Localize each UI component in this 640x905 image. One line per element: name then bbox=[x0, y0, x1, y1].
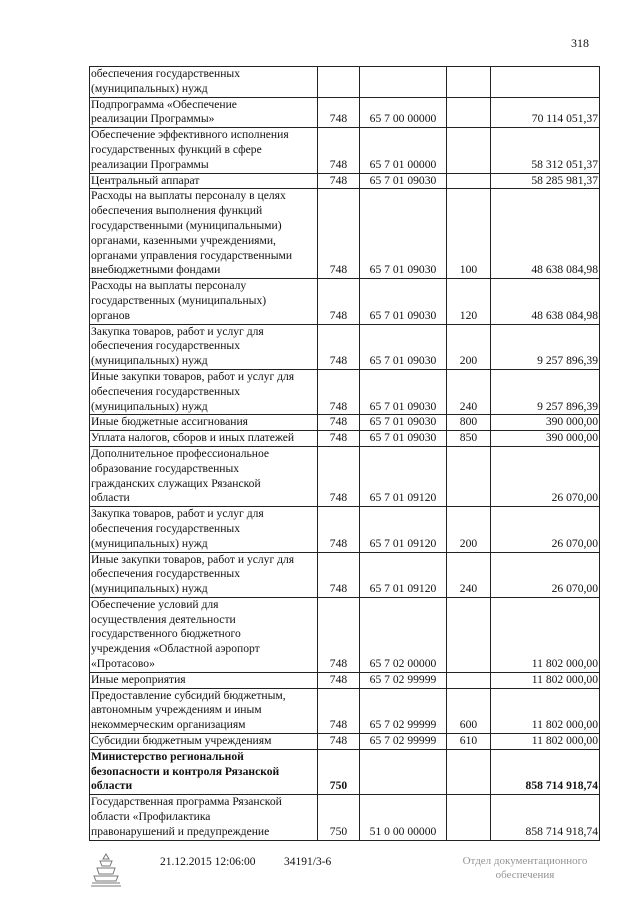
row-name-cell: Иные мероприятия bbox=[90, 672, 318, 688]
table-row bbox=[90, 552, 600, 597]
row-csr-cell: 65 7 01 09030 bbox=[360, 431, 447, 447]
table-row bbox=[90, 369, 600, 414]
row-sum-cell: 11 802 000,00 bbox=[491, 734, 600, 750]
row-grbs-cell: 750 bbox=[318, 749, 360, 794]
row-vr-cell: 800 bbox=[447, 415, 491, 431]
row-sum-cell: 26 070,00 bbox=[491, 446, 600, 506]
table-row bbox=[90, 431, 600, 447]
table-row bbox=[90, 795, 600, 840]
row-grbs-cell: 748 bbox=[318, 128, 360, 173]
row-csr-cell bbox=[360, 67, 447, 98]
row-grbs-cell: 748 bbox=[318, 173, 360, 189]
row-sum-cell: 11 802 000,00 bbox=[491, 688, 600, 733]
row-name-cell: Закупка товаров, работ и услуг для обеспечения государственных (муниципальных) нужд bbox=[90, 507, 318, 552]
row-csr-cell: 65 7 02 99999 bbox=[360, 688, 447, 733]
row-vr-cell bbox=[447, 795, 491, 840]
footer-datetime: 21.12.2015 12:06:00 bbox=[160, 856, 256, 868]
row-name-cell: Министерство региональной безопасности и контроля Рязанской области bbox=[90, 749, 318, 794]
row-name-cell: Предоставление субсидий бюджетным, автономным учреждениям и иным некоммерческим организациям bbox=[90, 688, 318, 733]
table-row bbox=[90, 734, 600, 750]
department-stamp: Отдел документационного обеспечения bbox=[462, 855, 588, 881]
row-name-cell: Расходы на выплаты персоналу государственных (муниципальных) органов bbox=[90, 279, 318, 324]
row-vr-cell bbox=[447, 446, 491, 506]
row-name-cell: обеспечения государственных (муниципальных) нужд bbox=[90, 67, 318, 98]
row-vr-cell bbox=[447, 672, 491, 688]
row-sum-cell: 390 000,00 bbox=[491, 415, 600, 431]
row-sum-cell: 58 312 051,37 bbox=[491, 128, 600, 173]
emblem-logo-icon bbox=[86, 850, 126, 890]
row-name-cell: Иные бюджетные ассигнования bbox=[90, 415, 318, 431]
row-grbs-cell bbox=[318, 67, 360, 98]
row-grbs-cell: 748 bbox=[318, 369, 360, 414]
table-row bbox=[90, 97, 600, 128]
budget-table bbox=[89, 66, 600, 841]
row-name-cell: Иные закупки товаров, работ и услуг для обеспечения государственных (муниципальных) нужд bbox=[90, 552, 318, 597]
page-number: 318 bbox=[571, 36, 589, 50]
row-grbs-cell: 748 bbox=[318, 734, 360, 750]
row-grbs-cell: 748 bbox=[318, 415, 360, 431]
row-csr-cell: 65 7 02 99999 bbox=[360, 672, 447, 688]
row-name-cell: Обеспечение эффективного исполнения государственных функций в сфере реализации Программы bbox=[90, 128, 318, 173]
row-name-cell: Подпрограмма «Обеспечение реализации Программы» bbox=[90, 97, 318, 128]
row-sum-cell: 70 114 051,37 bbox=[491, 97, 600, 128]
row-vr-cell: 100 bbox=[447, 189, 491, 279]
row-csr-cell: 65 7 02 99999 bbox=[360, 734, 447, 750]
table-row bbox=[90, 446, 600, 506]
row-sum-cell: 26 070,00 bbox=[491, 507, 600, 552]
row-csr-cell: 65 7 01 09030 bbox=[360, 369, 447, 414]
row-vr-cell bbox=[447, 749, 491, 794]
row-csr-cell: 65 7 01 09030 bbox=[360, 189, 447, 279]
budget-table-body bbox=[90, 67, 600, 841]
row-grbs-cell: 748 bbox=[318, 507, 360, 552]
table-row bbox=[90, 672, 600, 688]
row-csr-cell: 65 7 01 09030 bbox=[360, 279, 447, 324]
table-row bbox=[90, 597, 600, 672]
row-sum-cell: 11 802 000,00 bbox=[491, 672, 600, 688]
table-row bbox=[90, 324, 600, 369]
table-row bbox=[90, 279, 600, 324]
row-csr-cell: 65 7 01 09120 bbox=[360, 446, 447, 506]
row-grbs-cell: 748 bbox=[318, 552, 360, 597]
row-vr-cell bbox=[447, 97, 491, 128]
row-csr-cell: 65 7 01 09120 bbox=[360, 507, 447, 552]
row-sum-cell: 26 070,00 bbox=[491, 552, 600, 597]
row-grbs-cell: 750 bbox=[318, 795, 360, 840]
row-vr-cell: 240 bbox=[447, 369, 491, 414]
row-csr-cell: 65 7 01 09030 bbox=[360, 324, 447, 369]
row-vr-cell: 850 bbox=[447, 431, 491, 447]
row-csr-cell: 65 7 01 09030 bbox=[360, 173, 447, 189]
table-row bbox=[90, 688, 600, 733]
row-csr-cell: 65 7 01 09030 bbox=[360, 415, 447, 431]
page-footer bbox=[0, 856, 640, 896]
row-vr-cell: 200 bbox=[447, 324, 491, 369]
row-vr-cell: 200 bbox=[447, 507, 491, 552]
row-name-cell: Государственная программа Рязанской области «Профилактика правонарушений и предупреждение bbox=[90, 795, 318, 840]
row-grbs-cell: 748 bbox=[318, 189, 360, 279]
row-vr-cell bbox=[447, 597, 491, 672]
row-grbs-cell: 748 bbox=[318, 324, 360, 369]
row-vr-cell: 600 bbox=[447, 688, 491, 733]
row-vr-cell: 240 bbox=[447, 552, 491, 597]
row-name-cell: Субсидии бюджетным учреждениям bbox=[90, 734, 318, 750]
table-row bbox=[90, 173, 600, 189]
row-sum-cell: 9 257 896,39 bbox=[491, 369, 600, 414]
row-sum-cell: 58 285 981,37 bbox=[491, 173, 600, 189]
row-sum-cell: 9 257 896,39 bbox=[491, 324, 600, 369]
row-vr-cell bbox=[447, 67, 491, 98]
row-name-cell: Уплата налогов, сборов и иных платежей bbox=[90, 431, 318, 447]
row-csr-cell: 65 7 02 00000 bbox=[360, 597, 447, 672]
row-sum-cell: 48 638 084,98 bbox=[491, 189, 600, 279]
row-grbs-cell: 748 bbox=[318, 597, 360, 672]
row-sum-cell: 858 714 918,74 bbox=[491, 749, 600, 794]
table-row bbox=[90, 749, 600, 794]
row-grbs-cell: 748 bbox=[318, 688, 360, 733]
table-row bbox=[90, 67, 600, 98]
row-grbs-cell: 748 bbox=[318, 279, 360, 324]
row-csr-cell bbox=[360, 749, 447, 794]
row-name-cell: Обеспечение условий для осуществления деятельности государственного бюджетного учреждения «Областной аэропорт «Протасово» bbox=[90, 597, 318, 672]
table-row bbox=[90, 128, 600, 173]
table-row bbox=[90, 507, 600, 552]
row-csr-cell: 65 7 01 00000 bbox=[360, 128, 447, 173]
row-vr-cell bbox=[447, 128, 491, 173]
row-sum-cell bbox=[491, 67, 600, 98]
table-row bbox=[90, 189, 600, 279]
row-csr-cell: 51 0 00 00000 bbox=[360, 795, 447, 840]
row-sum-cell: 11 802 000,00 bbox=[491, 597, 600, 672]
row-name-cell: Иные закупки товаров, работ и услуг для обеспечения государственных (муниципальных) нужд bbox=[90, 369, 318, 414]
row-sum-cell: 390 000,00 bbox=[491, 431, 600, 447]
row-name-cell: Дополнительное профессиональное образование государственных гражданских служащих Рязанской области bbox=[90, 446, 318, 506]
row-vr-cell: 610 bbox=[447, 734, 491, 750]
row-csr-cell: 65 7 00 00000 bbox=[360, 97, 447, 128]
row-vr-cell: 120 bbox=[447, 279, 491, 324]
row-grbs-cell: 748 bbox=[318, 97, 360, 128]
row-name-cell: Центральный аппарат bbox=[90, 173, 318, 189]
row-name-cell: Закупка товаров, работ и услуг для обеспечения государственных (муниципальных) нужд bbox=[90, 324, 318, 369]
footer-doc-number: 34191/3-6 bbox=[284, 856, 332, 868]
table-row bbox=[90, 415, 600, 431]
row-csr-cell: 65 7 01 09120 bbox=[360, 552, 447, 597]
row-grbs-cell: 748 bbox=[318, 446, 360, 506]
row-sum-cell: 858 714 918,74 bbox=[491, 795, 600, 840]
row-name-cell: Расходы на выплаты персоналу в целях обеспечения выполнения функций государственными (муниципальными) органами, казенными учреждениями, органами управления государственными внебюджетными фондами bbox=[90, 189, 318, 279]
row-grbs-cell: 748 bbox=[318, 431, 360, 447]
row-vr-cell bbox=[447, 173, 491, 189]
row-sum-cell: 48 638 084,98 bbox=[491, 279, 600, 324]
row-grbs-cell: 748 bbox=[318, 672, 360, 688]
